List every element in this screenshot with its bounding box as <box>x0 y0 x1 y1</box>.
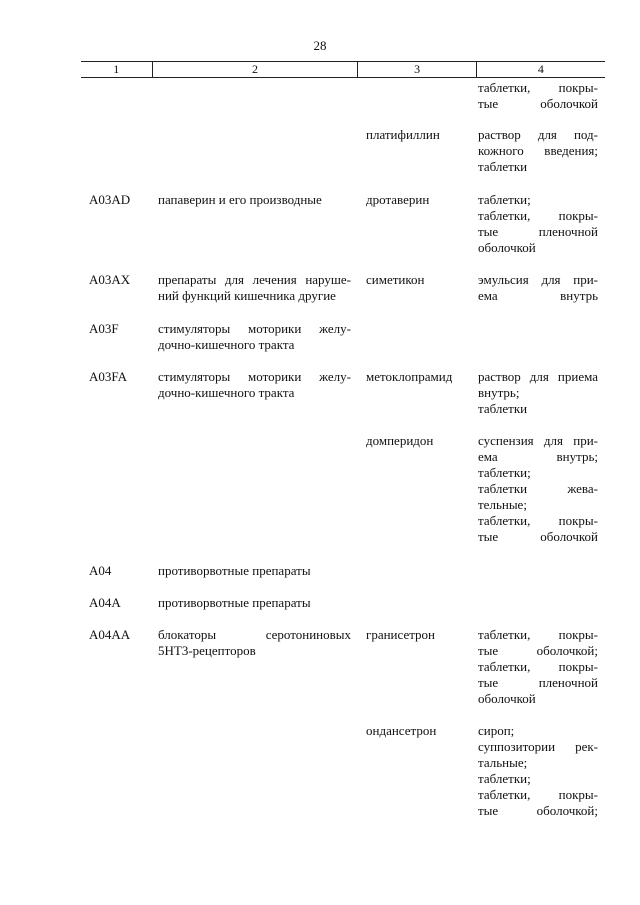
drug-name: дротаверин <box>366 192 430 207</box>
header-col-2: 2 <box>153 62 359 77</box>
atc-code: A04A <box>89 595 121 610</box>
dosage-form-line: оболочкой <box>478 240 536 255</box>
group-name-line: противорвотные препараты <box>158 595 311 610</box>
dosage-form-line: раствор для под- <box>478 127 598 142</box>
dosage-form-line: тельные; <box>478 497 527 512</box>
dosage-form-line: таблетки; <box>478 465 531 480</box>
table-header <box>81 61 605 78</box>
group-name <box>158 563 351 579</box>
dosage-form-line: раствор для приема <box>478 369 598 384</box>
dosage-form-line: таблетки жева- <box>478 481 598 496</box>
atc-code: A03AX <box>89 272 131 287</box>
dosage-form-line: тые пленочной <box>478 675 598 690</box>
dosage-form-line: таблетки <box>478 401 528 416</box>
group-name-line: 5HT3-рецепторов <box>158 643 256 658</box>
dosage-form-line: ема внутрь; <box>478 449 598 464</box>
dosage-form-line: оболочкой <box>478 691 536 706</box>
dosage-form-line: таблетки, покры- <box>478 787 598 802</box>
dosage-form-line: таблетки, покры- <box>478 659 598 674</box>
group-name <box>158 272 351 304</box>
dosage-form-line: таблетки, покры- <box>478 627 598 642</box>
dosage-form-line: таблетки; <box>478 192 531 207</box>
group-name-line: препараты для лечения наруше- <box>158 272 351 287</box>
dosage-form-line: ема внутрь <box>478 288 598 303</box>
group-name-line: стимуляторы моторики желу- <box>158 369 351 384</box>
atc-code: A03F <box>89 321 119 336</box>
dosage-forms <box>478 272 598 304</box>
header-col-1: 1 <box>81 62 153 77</box>
dosage-form-line: суппозитории рек- <box>478 739 598 754</box>
group-name-line: папаверин и его производные <box>158 192 322 207</box>
dosage-form-line: тые пленочной <box>478 224 598 239</box>
dosage-form-line: сироп; <box>478 723 515 738</box>
dosage-form-line: внутрь; <box>478 385 520 400</box>
group-name-line: ний функций кишечника другие <box>158 288 336 303</box>
dosage-form-line: таблетки, покры- <box>478 208 598 223</box>
group-name-line: дочно-кишечного тракта <box>158 385 295 400</box>
dosage-form-line: таблетки, покры- <box>478 80 598 95</box>
drug-name: симетикон <box>366 272 425 287</box>
dosage-form-line: таблетки; <box>478 771 531 786</box>
dosage-form-line: тые оболочкой; <box>478 803 598 818</box>
dosage-forms <box>478 627 598 707</box>
atc-code: A03AD <box>89 192 131 207</box>
drug-name: домперидон <box>366 433 434 448</box>
dosage-forms <box>478 192 598 256</box>
header-col-4: 4 <box>537 62 544 76</box>
group-name-line: противорвотные препараты <box>158 563 311 578</box>
dosage-form-line: тые оболочкой <box>478 96 598 111</box>
atc-code: A04 <box>89 563 112 578</box>
header-col-3: 3 <box>358 62 476 77</box>
dosage-form-line: эмульсия для при- <box>478 272 598 287</box>
group-name <box>158 627 351 659</box>
drug-name: платифиллин <box>366 127 440 142</box>
dosage-form-line: тые оболочкой <box>478 529 598 544</box>
group-name-line: стимуляторы моторики желу- <box>158 321 351 336</box>
page-number: 28 <box>313 38 327 53</box>
group-name <box>158 595 351 611</box>
dosage-forms <box>478 80 598 112</box>
drug-name: ондансетрон <box>366 723 437 738</box>
group-name <box>158 321 351 353</box>
dosage-form-line: кожного введения; <box>478 143 598 158</box>
dosage-form-line: тые оболочкой; <box>478 643 598 658</box>
dosage-form-line: суспензия для при- <box>478 433 598 448</box>
group-name <box>158 192 351 208</box>
dosage-forms <box>478 723 598 819</box>
dosage-form-line: таблетки <box>478 159 528 174</box>
group-name <box>158 369 351 401</box>
atc-code: A04AA <box>89 627 131 642</box>
drug-name: метоклопрамид <box>366 369 453 384</box>
dosage-forms <box>478 433 598 545</box>
dosage-form-line: таблетки, покры- <box>478 513 598 528</box>
dosage-form-line: тальные; <box>478 755 528 770</box>
group-name-line: блокаторы серотониновых <box>158 627 351 642</box>
atc-code: A03FA <box>89 369 128 384</box>
drug-name: гранисетрон <box>366 627 436 642</box>
dosage-forms <box>478 127 598 175</box>
group-name-line: дочно-кишечного тракта <box>158 337 295 352</box>
dosage-forms <box>478 369 598 417</box>
